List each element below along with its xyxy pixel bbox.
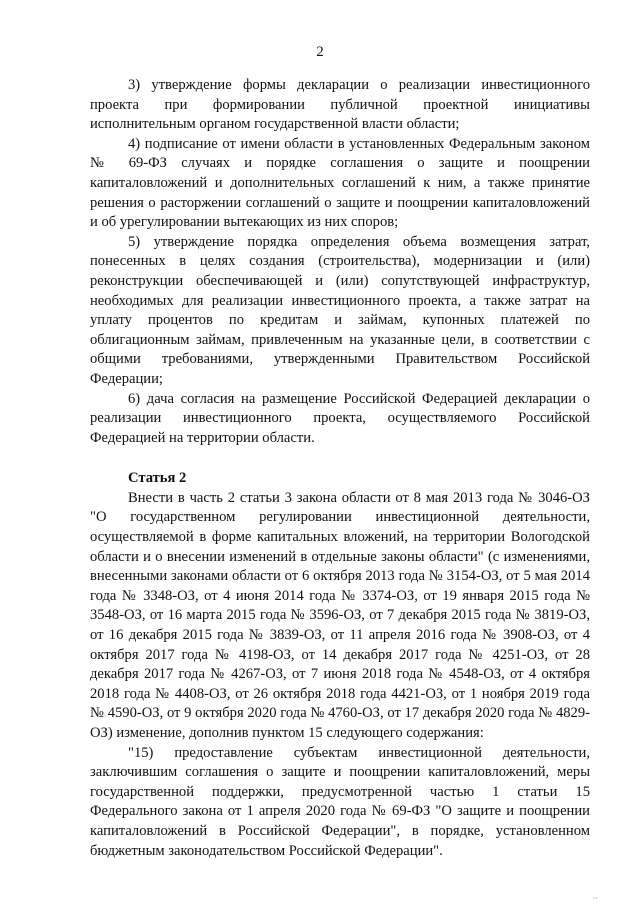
paragraph-item-6: 6) дача согласия на размещение Российской Федерацией декларации о реализации инвестиционного проекта, осуществляемого Российской Федерацией на территории области. bbox=[90, 390, 590, 446]
paragraph-item-5: 5) утверждение порядка определения объема возмещения затрат, понесенных в целях создания (строительства), модернизации и (или) реконструкции обеспечивающей и (или) сопутствующей инфраструктур, необходимых для реализации инвестиционного проекта, а также затрат на уплату процентов по кредитам и займам, купонных платежей по облигационным займам, привлеченным на указанные цели, в соответствии с общими требованиями, утвержденными Правительством Российской Федерации; bbox=[90, 233, 590, 387]
article-paragraph-amendment: Внести в часть 2 статьи 3 закона области от 8 мая 2013 года № 3046-ОЗ "О государственном регулировании инвестиционной деятельности, осуществляемой в форме капитальных вложений, на территории Вологодской области и о внесении изменений в отдельные законы области" (с изменениями, внесенными законами области от 6 октября 2013 года № 3154-ОЗ, от 5 мая 2014 года № 3348-ОЗ, от 4 июня 2014 года № 3374-ОЗ, от 19 января 2015 года № 3548-ОЗ, от 16 марта 2015 года № 3596-ОЗ, от 7 декабря 2015 года № 3819-ОЗ, от 16 декабря 2015 года № 3839-ОЗ, от 11 апреля 2016 года № 3908-ОЗ, от 4 октября 2017 года № 4198-ОЗ, от 14 декабря 2017 года № 4251-ОЗ, от 28 декабря 2017 года № 4267-ОЗ, от 7 июня 2018 года № 4548-ОЗ, от 4 октября 2018 года № 4408-ОЗ, от 26 октября 2018 года 4421-ОЗ, от 1 ноября 2019 года № 4590-ОЗ, от 9 октября 2020 года № 4760-ОЗ, от 17 декабря 2020 года № 4829-ОЗ) изменение, дополнив пунктом 15 следующего содержания: bbox=[90, 489, 590, 741]
paragraph-item-4: 4) подписание от имени области в установленных Федеральным законом № 69-ФЗ случаях и порядке соглашения о защите и поощрении капиталовложений и дополнительных соглашений к ним, а также принятие решения о расторжении соглашений о защите и поощрении капиталовложений и об урегулировании вытекающих из них споров; bbox=[90, 135, 590, 231]
article-paragraph-item-15: "15) предоставление субъектам инвестиционной деятельности, заключившим соглашения о защите и поощрении капиталовложений, меры государственной поддержки, предусмотренной частью 1 статьи 15 Федерального закона от 1 апреля 2020 года № 69-ФЗ "О защите и поощрении капиталовложений в Российской Федерации", в порядке, установленном бюджетным законодательством Российской Федерации". bbox=[90, 744, 590, 859]
section-spacer bbox=[90, 448, 590, 469]
paragraph-item-3: 3) утверждение формы декларации о реализации инвестиционного проекта при формировании публичной проектной инициативы исполнительным органом государственной власти области; bbox=[90, 77, 590, 133]
page-number: 2 bbox=[316, 44, 324, 60]
article-heading: Статья 2 bbox=[128, 470, 187, 487]
corner-mark: ·· bbox=[592, 894, 598, 903]
document-body bbox=[90, 76, 590, 861]
